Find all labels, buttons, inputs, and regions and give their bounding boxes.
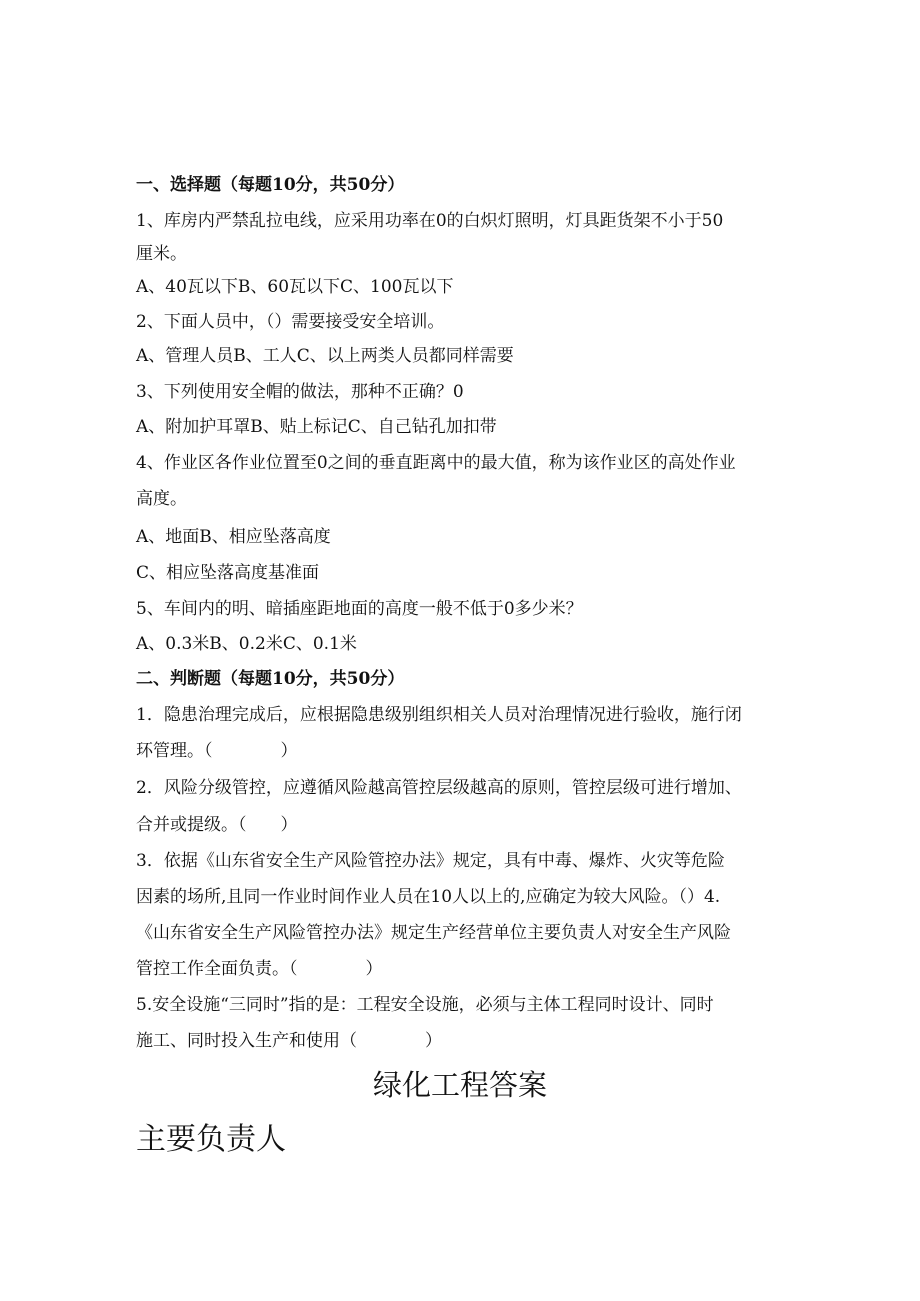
judgement-line: 因素的场所,且同一作业时间作业人员在10人以上的,应确定为较大风险。（）4. bbox=[136, 887, 721, 907]
judgement-line: 环管理。（ ） bbox=[136, 741, 298, 761]
section1-heading: 一、选择题（每题10分，共50分） bbox=[136, 175, 405, 195]
question-line: 3、下列使用安全帽的做法，那种不正确？0 bbox=[136, 382, 464, 402]
option-line: A、管理人员B、工人C、以上两类人员都同样需要 bbox=[136, 346, 514, 366]
answer-title: 绿化工程答案 bbox=[372, 1068, 547, 1102]
option-line: A、地面B、相应坠落高度 bbox=[136, 527, 331, 547]
question-line: 厘米。 bbox=[136, 244, 187, 264]
judgement-line: 5.安全设施“三同时”指的是：工程安全设施，必须与主体工程同时设计、同时 bbox=[136, 995, 714, 1015]
option-line: A、40瓦以下B、60瓦以下C、100瓦以下 bbox=[136, 277, 454, 297]
question-line: 高度。 bbox=[136, 489, 187, 509]
judgement-line: 2．风险分级管控，应遵循风险越高管控层级越高的原则，管控层级可进行增加、 bbox=[136, 778, 742, 798]
option-line: A、附加护耳罩B、贴上标记C、自己钻孔加扣带 bbox=[136, 417, 497, 437]
question-line: 5、车间内的明、暗插座距地面的高度一般不低于0多少米？ bbox=[136, 599, 583, 619]
question-line: 4、作业区各作业位置至0之间的垂直距离中的最大值，称为该作业区的高处作业 bbox=[136, 453, 736, 473]
judgement-line: 合并或提级。（ ） bbox=[136, 815, 298, 835]
judgement-line: 1．隐患治理完成后，应根据隐患级别组织相关人员对治理情况进行验收，施行闭 bbox=[136, 705, 742, 725]
option-line: A、0.3米B、0.2米C、0.1米 bbox=[136, 634, 357, 654]
question-line: 1、库房内严禁乱拉电线，应采用功率在0的白炽灯照明，灯具距货架不小于50 bbox=[136, 211, 724, 231]
question-line: 2、下面人员中，（）需要接受安全培训。 bbox=[136, 312, 445, 332]
judgement-line: 管控工作全面负责。（ ） bbox=[136, 959, 383, 979]
judgement-line: 《山东省安全生产风险管控办法》规定生产经营单位主要负责人对安全生产风险 bbox=[136, 923, 731, 943]
judgement-line: 施工、同时投入生产和使用（ ） bbox=[136, 1031, 442, 1051]
judgement-line: 3．依据《山东省安全生产风险管控办法》规定，具有中毒、爆炸、火灾等危险 bbox=[136, 851, 725, 871]
answer-text: 主要负责人 bbox=[136, 1122, 286, 1157]
option-line: C、相应坠落高度基准面 bbox=[136, 563, 320, 583]
section2-heading: 二、判断题（每题10分，共50分） bbox=[136, 669, 405, 689]
